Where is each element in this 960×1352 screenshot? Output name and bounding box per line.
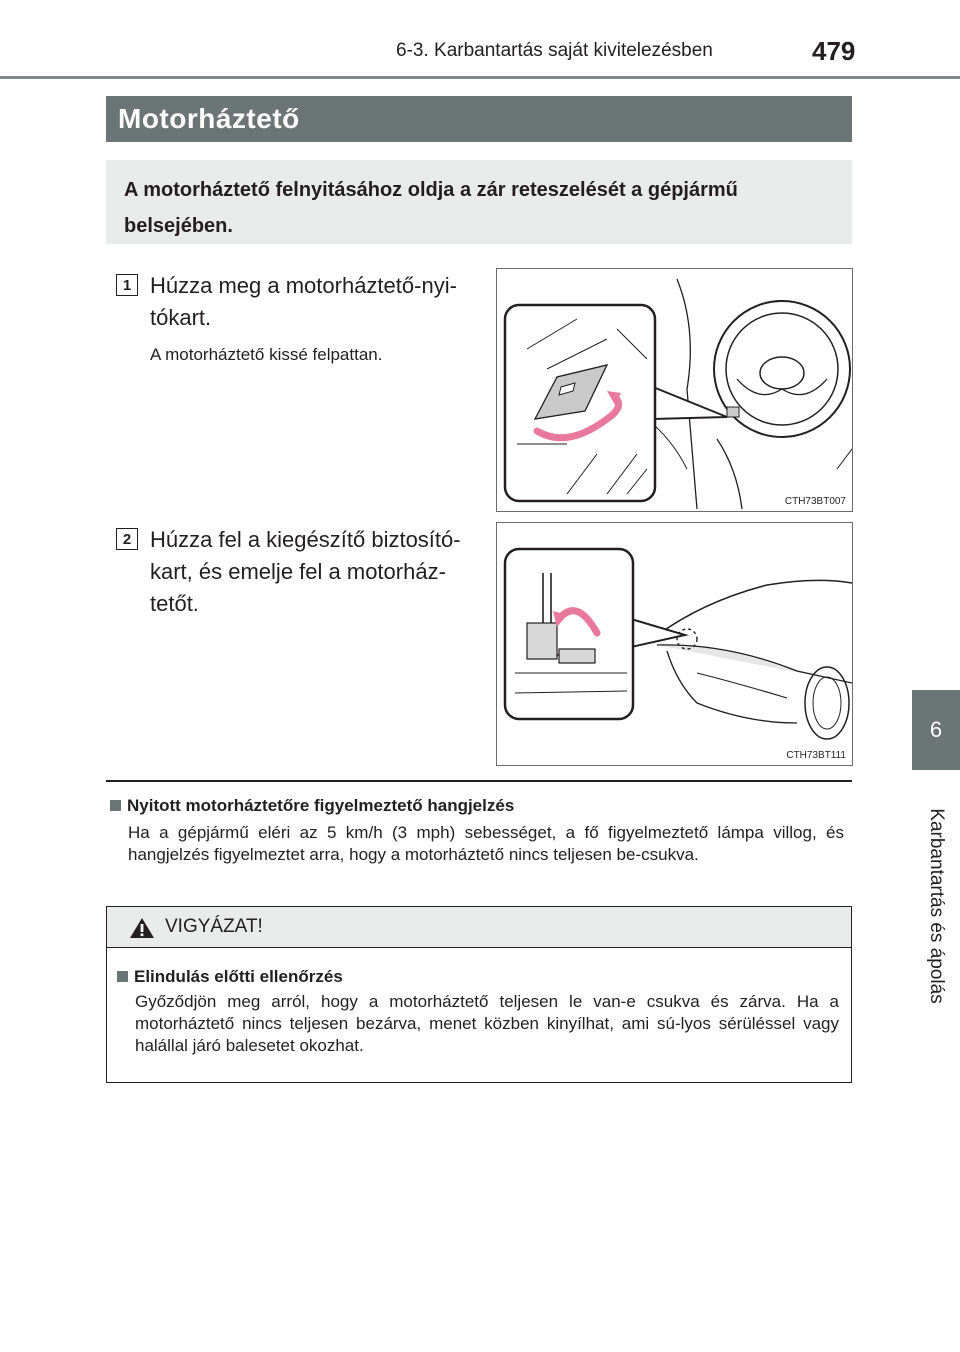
step-1-text: Húzza meg a motorháztető-nyi-tókart. — [150, 273, 457, 330]
warning-item-title — [117, 967, 343, 987]
safety-catch-illustration — [497, 523, 852, 765]
step-2-text: Húzza fel a kiegészítő biztosító-kart, és emelje fel a motorház-tetőt. — [150, 527, 461, 616]
warning-item-title-text: Elindulás előtti ellenőrzés — [134, 967, 343, 986]
warning-body: Győződjön meg arról, hogy a motorháztető teljesen le van-e csukva és zárva. Ha a motorháztető nincs teljesen bezárva, menet közben kinyílhat, ami sú-lyos sérüléssel vagy halállal járó balesetet okozhat. — [135, 992, 839, 1055]
note-title — [110, 796, 514, 816]
square-bullet-icon — [110, 800, 121, 811]
step-2-number: 2 — [116, 528, 138, 550]
chapter-label: Karbantartás és ápolás — [926, 808, 947, 1004]
figure-code: CTH73BT007 — [784, 496, 846, 507]
header-rule — [0, 76, 960, 79]
step-1-number: 1 — [116, 274, 138, 296]
warning-triangle-icon — [129, 917, 155, 939]
warning-label: VIGYÁZAT! — [165, 916, 263, 937]
hood-release-illustration — [497, 269, 852, 511]
figure-hood-safety-catch — [496, 522, 853, 766]
warning-header — [107, 907, 851, 948]
running-header: 6-3. Karbantartás saját kivitelezésben — [396, 40, 713, 61]
intro-box — [106, 160, 852, 244]
page-number: 479 — [812, 36, 856, 66]
section-title: Motorháztető — [106, 96, 852, 142]
figure-code: CTH73BT111 — [786, 750, 846, 761]
note-body: Ha a gépjármű eléri az 5 km/h (3 mph) sebességet, a fő figyelmeztető lámpa villog, és hangjelzés figyelmeztet arra, hogy a motorháztető nincs teljesen be-csukva. — [128, 823, 844, 864]
figure-hood-release-lever — [496, 268, 853, 512]
step-1-subtext: A motorháztető kissé felpattan. — [150, 345, 383, 364]
note-title-text: Nyitott motorháztetőre figyelmeztető hangjelzés — [127, 796, 515, 815]
square-bullet-icon — [117, 971, 128, 982]
section-divider — [106, 780, 852, 782]
warning-box — [106, 906, 852, 1083]
intro-text: A motorháztető felnyitásához oldja a zár reteszelését a gépjármű belsejében. — [124, 179, 738, 237]
chapter-tab: 6 — [912, 690, 960, 770]
